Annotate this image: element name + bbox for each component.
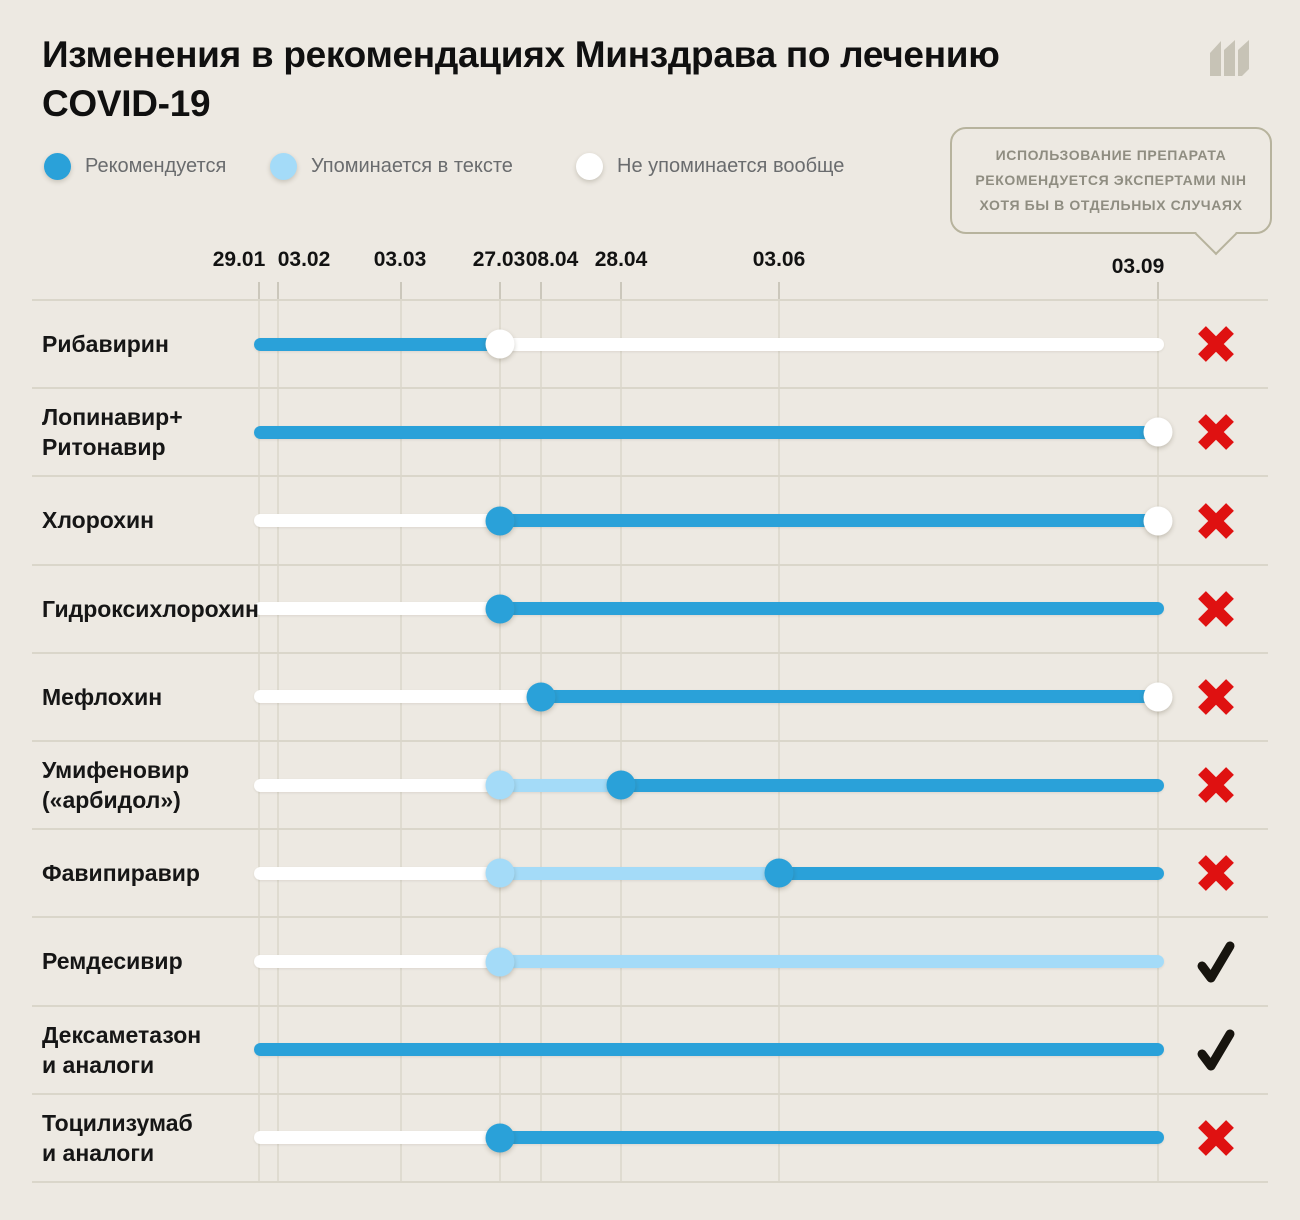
legend-item-recommended: [44, 151, 226, 181]
legend-item-not-mentioned: [576, 151, 844, 181]
timeline-segment-not_mentioned: [254, 602, 500, 615]
drug-name-line: Хлорохин: [42, 507, 155, 534]
drug-name-line: Рибавирин: [42, 331, 169, 358]
timeline-segment-not_mentioned: [254, 1131, 500, 1144]
timeline-segment-recommended: [500, 1131, 1164, 1144]
timeline-track: [254, 1043, 1164, 1056]
transition-dot-not_mentioned: [1144, 682, 1173, 711]
transition-dot-recommended: [527, 682, 556, 711]
drug-name-line: Мефлохин: [42, 683, 163, 710]
drug-name-line: Фавипиравир: [42, 860, 200, 887]
transition-dot-recommended: [607, 771, 636, 800]
timeline-track: [254, 514, 1164, 527]
x-mark-icon: [1194, 1115, 1238, 1161]
axis-date-label: 08.04: [525, 248, 579, 271]
x-mark-icon: [1194, 409, 1238, 455]
mentioned-dot-icon: [270, 153, 297, 180]
timeline-track: [254, 867, 1164, 880]
timeline-segment-recommended: [779, 867, 1164, 880]
recommended-dot-icon: [44, 153, 71, 180]
row-separator: [32, 740, 1268, 742]
timeline-segment-mentioned: [500, 779, 621, 792]
drug-name: [42, 917, 183, 1005]
transition-dot-not_mentioned: [1144, 506, 1173, 535]
row-separator: [32, 1093, 1268, 1095]
legend-label: Упоминается в тексте: [311, 154, 513, 177]
row-separator: [32, 299, 1268, 301]
drug-name: [42, 388, 183, 476]
meduza-logo-icon: [1208, 36, 1260, 76]
page-title: [42, 30, 1000, 128]
drug-name-line: Тоцилизумаб: [42, 1109, 193, 1136]
axis-tick: [258, 282, 260, 300]
timeline-segment-recommended: [500, 514, 1164, 527]
drug-name-line: Ритонавир: [42, 434, 166, 461]
axis-date-label: 27.03: [472, 248, 526, 271]
timeline-track: [254, 602, 1164, 615]
drug-name: [42, 565, 259, 653]
timeline-segment-recommended: [254, 426, 1164, 439]
drug-name: [42, 1094, 193, 1182]
row-separator: [32, 1181, 1268, 1183]
axis-tick: [1157, 282, 1159, 300]
timeline-track: [254, 338, 1164, 351]
x-mark-icon: [1194, 498, 1238, 544]
timeline-segment-not_mentioned: [254, 690, 541, 703]
timeline-segment-recommended: [254, 1043, 1164, 1056]
row-separator: [32, 1005, 1268, 1007]
timeline-track: [254, 1131, 1164, 1144]
nih-callout-line: ИСПОЛЬЗОВАНИЕ ПРЕПАРАТА: [995, 147, 1227, 163]
transition-dot-recommended: [486, 506, 515, 535]
timeline-segment-not_mentioned: [254, 867, 500, 880]
x-mark-icon: [1194, 586, 1238, 632]
page-title-line1: Изменения в рекомендациях Минздрава по лечению: [42, 34, 1000, 75]
timeline-segment-not_mentioned: [254, 514, 500, 527]
drug-name: [42, 476, 154, 564]
axis-tick: [620, 282, 622, 300]
timeline-segment-recommended: [500, 602, 1164, 615]
axis-tick: [778, 282, 780, 300]
legend-item-mentioned: [270, 151, 513, 181]
drug-name: [42, 829, 200, 917]
timeline-segment-mentioned: [500, 955, 1164, 968]
x-mark-icon: [1194, 850, 1238, 896]
axis-date-label: 28.04: [594, 248, 648, 271]
nih-callout-line: ХОТЯ БЫ В ОТДЕЛЬНЫХ СЛУЧАЯХ: [979, 197, 1243, 213]
drug-name-line: Лопинавир+: [42, 404, 183, 431]
x-mark-icon: [1194, 762, 1238, 808]
timeline-segment-not_mentioned: [500, 338, 1164, 351]
drug-name-line: Ремдесивир: [42, 948, 183, 975]
transition-dot-recommended: [765, 859, 794, 888]
axis-date-label: 03.06: [752, 248, 806, 271]
x-mark-icon: [1194, 674, 1238, 720]
drug-name-line: и аналоги: [42, 1139, 155, 1166]
drug-name: [42, 1006, 201, 1094]
axis-tick: [400, 282, 402, 300]
axis-date-label: 03.03: [373, 248, 427, 271]
row-separator: [32, 916, 1268, 918]
drug-name-line: Гидроксихлорохин: [42, 595, 259, 622]
nih-callout-line: РЕКОМЕНДУЕТСЯ ЭКСПЕРТАМИ NIH: [975, 172, 1247, 188]
drug-name: [42, 741, 189, 829]
axis-date-label: 03.02: [277, 248, 331, 271]
timeline-segment-mentioned: [500, 867, 779, 880]
transition-dot-mentioned: [486, 859, 515, 888]
transition-dot-recommended: [486, 594, 515, 623]
drug-name-line: Дексаметазон: [42, 1021, 202, 1048]
row-separator: [32, 387, 1268, 389]
page-title-line2: COVID-19: [42, 83, 211, 124]
not-mentioned-dot-icon: [576, 153, 603, 180]
timeline-track: [254, 426, 1164, 439]
timeline-segment-recommended: [254, 338, 500, 351]
drug-name: [42, 653, 162, 741]
check-mark-icon: [1194, 939, 1238, 985]
drug-name: [42, 300, 169, 388]
drug-name-line: Умифеновир: [42, 757, 190, 784]
transition-dot-not_mentioned: [1144, 418, 1173, 447]
timeline-track: [254, 779, 1164, 792]
legend-label: Не упоминается вообще: [617, 154, 845, 177]
timeline-segment-recommended: [541, 690, 1164, 703]
timeline-track: [254, 955, 1164, 968]
timeline-segment-not_mentioned: [254, 955, 500, 968]
axis-date-label: 29.01: [212, 248, 266, 271]
axis-tick: [277, 282, 279, 300]
legend-label: Рекомендуется: [85, 154, 227, 177]
check-mark-icon: [1194, 1027, 1238, 1073]
drug-name-line: («арбидол»): [42, 787, 181, 814]
axis-tick: [499, 282, 501, 300]
meduza-logo-shape: [1210, 40, 1249, 76]
nih-callout: [950, 127, 1272, 234]
transition-dot-not_mentioned: [486, 330, 515, 359]
x-mark-icon: [1194, 321, 1238, 367]
timeline-track: [254, 690, 1164, 703]
row-separator: [32, 828, 1268, 830]
row-separator: [32, 475, 1268, 477]
drug-name-line: и аналоги: [42, 1051, 155, 1078]
timeline-segment-recommended: [621, 779, 1164, 792]
transition-dot-mentioned: [486, 771, 515, 800]
timeline-segment-not_mentioned: [254, 779, 500, 792]
axis-date-label: 03.09: [1111, 255, 1165, 278]
transition-dot-mentioned: [486, 947, 515, 976]
axis-tick: [540, 282, 542, 300]
transition-dot-recommended: [486, 1123, 515, 1152]
